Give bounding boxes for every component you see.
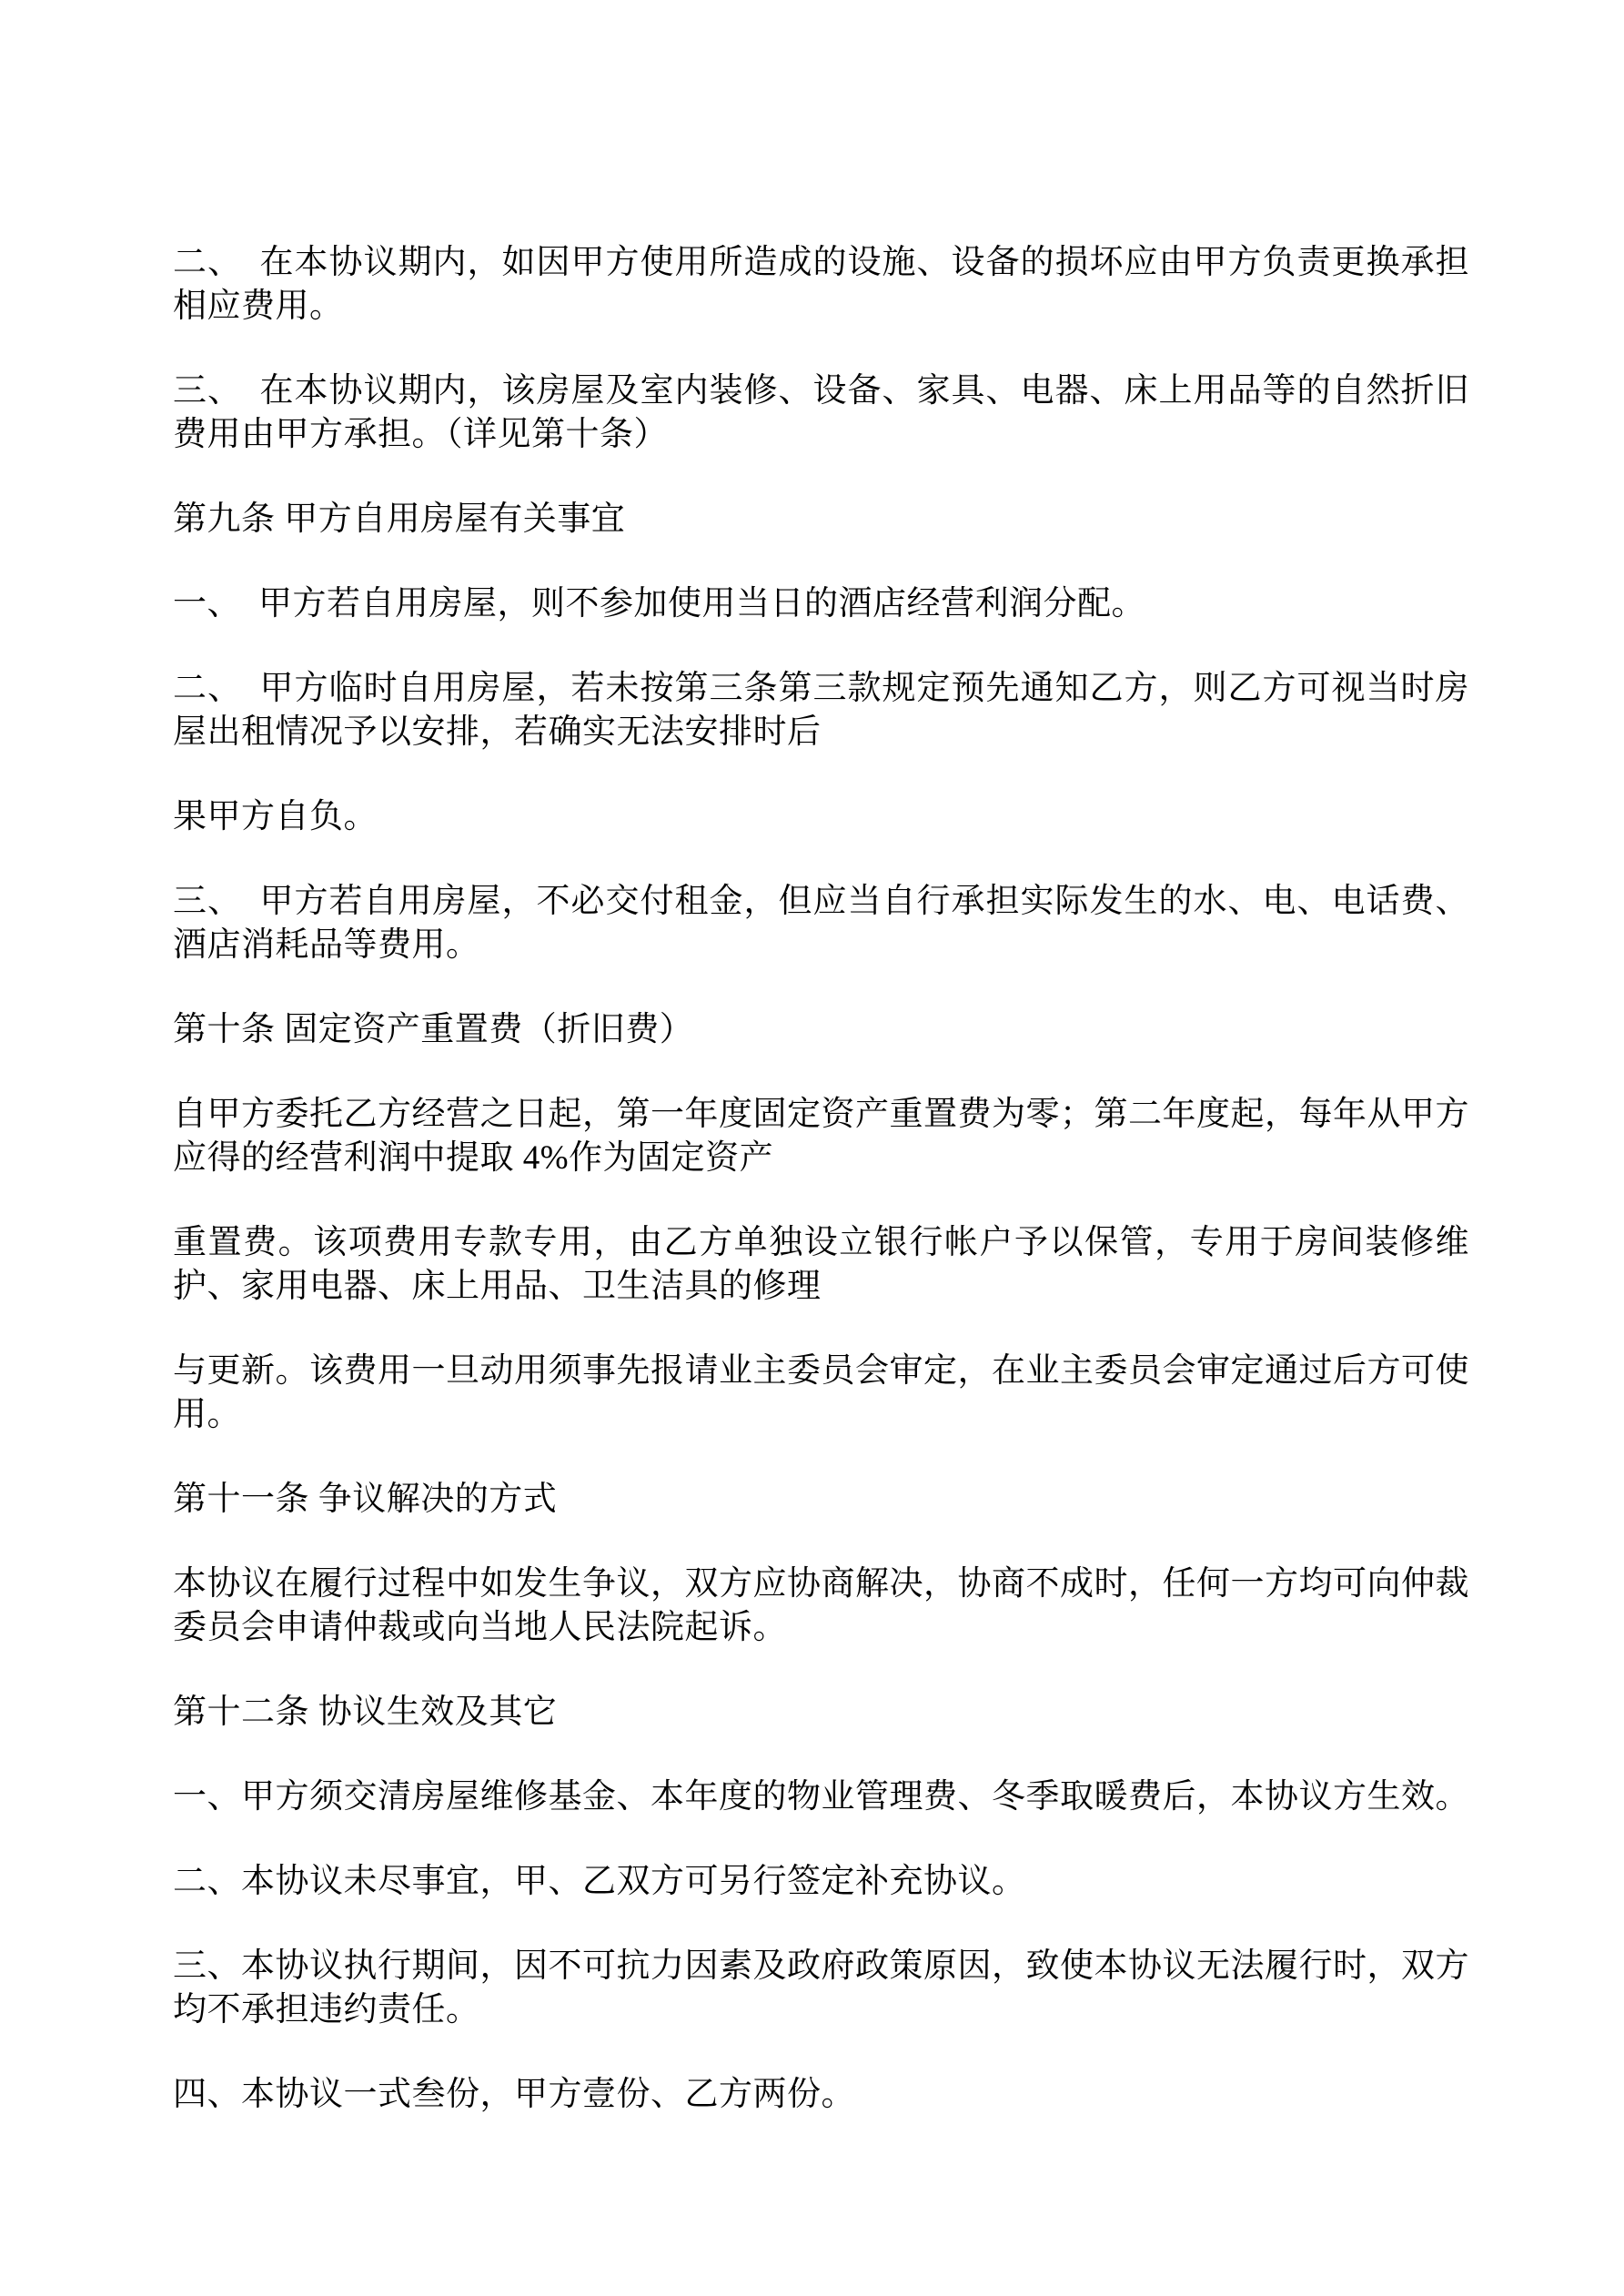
paragraph: 重置费。该项费用专款专用，由乙方单独设立银行帐户予以保管，专用于房间装修维护、家用电器、床上用品、卫生洁具的修理 <box>173 1224 1469 1305</box>
section-heading: 第十条 固定资产重置费（折旧费） <box>173 1011 694 1048</box>
paragraph: 自甲方委托乙方经营之日起，第一年度固定资产重置费为零；第二年度起，每年从甲方应得的经营利润中提取 4%作为固定资产 <box>173 1096 1469 1177</box>
paragraph: 二、 在本协议期内，如因甲方使用所造成的设施、设备的损坏应由甲方负责更换承担相应费用。 <box>173 244 1469 325</box>
paragraph: 本协议在履行过程中如发生争议，双方应协商解决，协商不成时，任何一方均可向仲裁委员会申请仲裁或向当地人民法院起诉。 <box>173 1565 1469 1646</box>
section-heading: 第十二条 协议生效及其它 <box>173 1694 558 1731</box>
section-heading: 第九条 甲方自用房屋有关事宜 <box>173 501 626 538</box>
paragraph: 一、 甲方若自用房屋，则不参加使用当日的酒店经营利润分配。 <box>173 585 1145 622</box>
paragraph: 三、 甲方若自用房屋，不必交付租金，但应当自行承担实际发生的水、电、电话费、酒店消耗品等费用。 <box>173 883 1469 964</box>
paragraph: 二、 甲方临时自用房屋，若未按第三条第三款规定预先通知乙方，则乙方可视当时房屋出租情况予以安排，若确实无法安排时后 <box>173 670 1469 751</box>
section-heading: 第十一条 争议解决的方式 <box>173 1481 558 1518</box>
paragraph: 四、本协议一式叁份，甲方壹份、乙方两份。 <box>173 2076 855 2113</box>
paragraph: 二、本协议未尽事宜，甲、乙双方可另行签定补充协议。 <box>173 1863 1026 1900</box>
paragraph: 果甲方自负。 <box>173 798 378 835</box>
paragraph: 三、 在本协议期内，该房屋及室内装修、设备、家具、电器、床上用品等的自然折旧费用由甲方承担。（详见第十条） <box>173 372 1469 453</box>
paragraph: 与更新。该费用一旦动用须事先报请业主委员会审定，在业主委员会审定通过后方可使用。 <box>173 1352 1469 1433</box>
paragraph: 三、本协议执行期间，因不可抗力因素及政府政策原因，致使本协议无法履行时，双方均不承担违约责任。 <box>173 1947 1469 2028</box>
paragraph: 一、甲方须交清房屋维修基金、本年度的物业管理费、冬季取暖费后，本协议方生效。 <box>173 1778 1469 1816</box>
